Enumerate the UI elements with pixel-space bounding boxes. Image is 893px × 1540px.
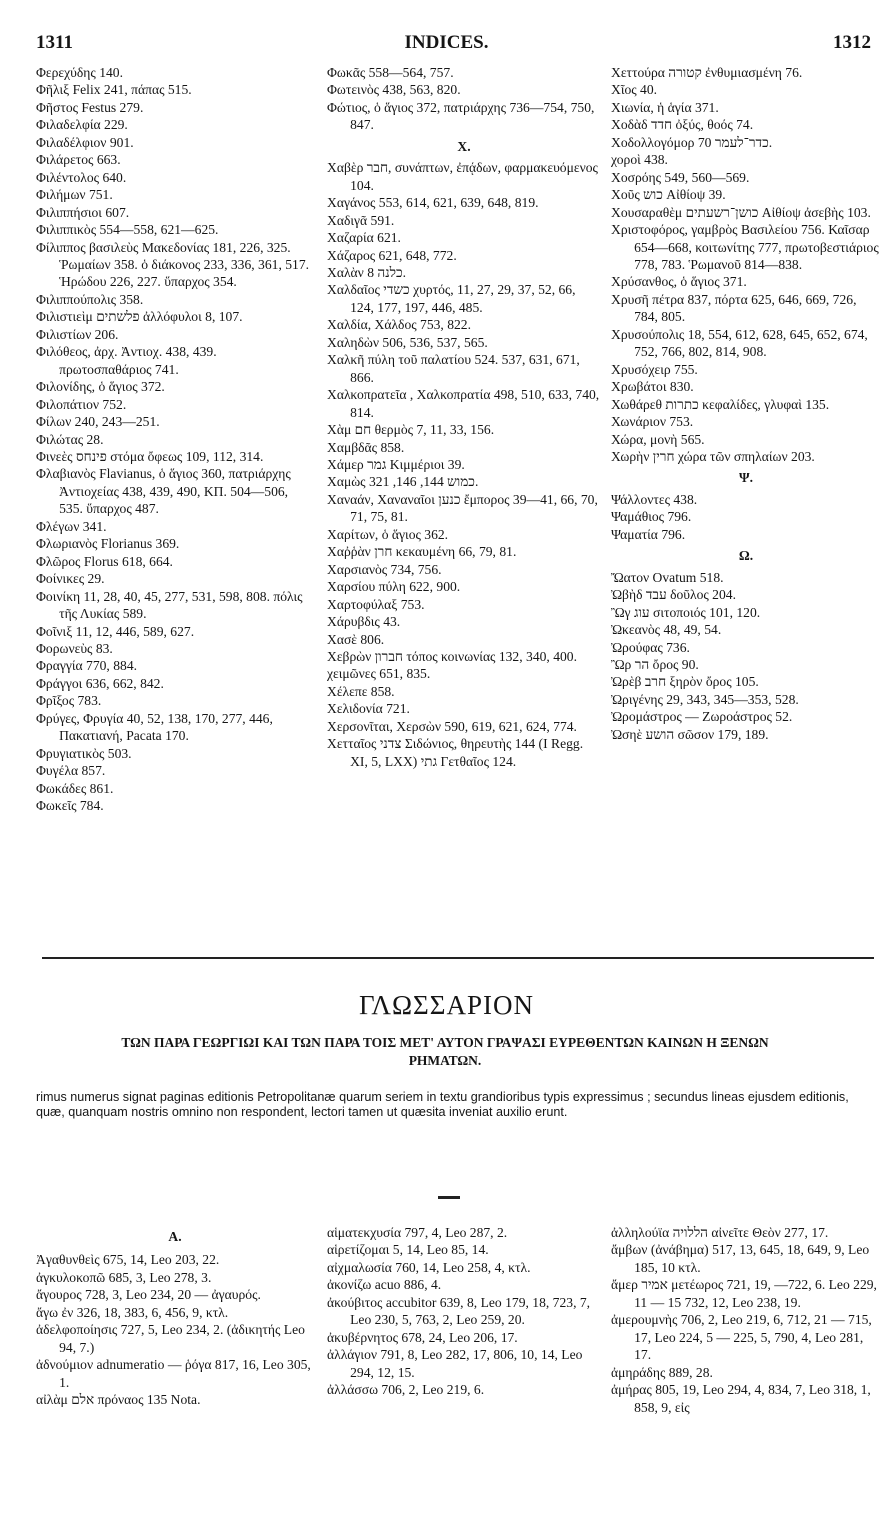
index-entry: Φίλιππος βασιλεὺς Μακεδονίας 181, 226, 325. Ῥωμαίων 358. ὁ διάκονος 233, 336, 361, 517. Ἡρώδου 226, 227. ὕπαρχος 354.	[36, 239, 310, 290]
index-entry: Χάζαρος 621, 648, 772.	[327, 247, 457, 263]
index-entry: Ὢρ הר ὄρος 90.	[611, 656, 699, 672]
index-entry: Χοσρόης 549, 560—569.	[611, 169, 750, 185]
index-entry: Ὠρομάστρος — Ζωροάστρος 52.	[611, 709, 793, 725]
index-entry: Χαμὼς כמוש 144, 146, 321.	[327, 474, 479, 490]
index-entry: Χάρυβδις 43.	[327, 614, 401, 630]
index-entry: Φωκάδες 861.	[36, 780, 114, 796]
index-entry: Φιλιππούπολις 358.	[36, 291, 144, 307]
index-column-3	[611, 64, 881, 743]
index-entry: Φίλων 240, 243—251.	[36, 414, 160, 430]
index-entry: Χρυσούπολις 18, 554, 612, 628, 645, 652, 674, 752, 766, 802, 814, 908.	[611, 326, 868, 360]
section-letter: Ψ.	[739, 470, 753, 486]
index-entry: Φινεὲς פינחס στόμα ὄφεως 109, 112, 314.	[36, 448, 264, 464]
index-entry: Ὠσηὲ הושע σῶσον 179, 189.	[611, 726, 769, 742]
index-entry: Φιλώτας 28.	[36, 431, 104, 447]
index-entry: Φραγγία 770, 884.	[36, 658, 138, 674]
index-entry: ἀγκυλοκοπῶ 685, 3, Leo 278, 3.	[36, 1269, 212, 1285]
index-entry: Χουσαραθὲμ כושן־רשעתים Αἰθίοψ ἀσεβὴς 103.	[611, 204, 871, 220]
index-entry: Χαλκῆ πύλη τοῦ παλατίου 524. 537, 631, 671, 866.	[327, 352, 580, 385]
index-entry: Φράγγοι 636, 662, 842.	[36, 675, 164, 691]
index-entry: Ὠριγένης 29, 343, 345—353, 528.	[611, 691, 799, 707]
index-entry: Χελιδονία 721.	[327, 701, 410, 717]
index-entry: Χαρσίου πύλη 622, 900.	[327, 579, 461, 595]
index-entry: Φοινίκη 11, 28, 40, 45, 277, 531, 598, 808. πόλις τῆς Λυκίας 589.	[36, 588, 303, 622]
index-entry: Χὰμ חם θερμὸς 7, 11, 33, 156.	[327, 422, 495, 438]
index-entry: Χρύσανθος, ὁ ἅγιος 371.	[611, 274, 747, 290]
index-entry: Φρυγιατικὸς 503.	[36, 745, 132, 761]
index-entry: ἀμερουμνὴς 706, 2, Leo 219, 6, 712, 21 — 715, 17, Leo 224, 5 — 225, 5, 790, 4, Leo 281, 17.	[611, 1312, 872, 1363]
index-entry: ἄγω ἐν 326, 18, 383, 6, 456, 9, κτλ.	[36, 1304, 229, 1320]
index-entry: αἱρετίζομαι 5, 14, Leo 85, 14.	[327, 1242, 489, 1258]
index-entry: αἱματεκχυσία 797, 4, Leo 287, 2.	[327, 1225, 508, 1240]
index-entry: Χαρίτων, ὁ ἅγιος 362.	[327, 526, 449, 542]
index-entry: Χαδιγᾶ 591.	[327, 212, 395, 228]
index-entry: Φλαβιανὸς Flavianus, ὁ ἅγιος 360, πατριάρχης Ἀντιοχείας 438, 439, 490, ΚΠ. 504—506, 535. ὕπαρχος 487.	[36, 466, 291, 517]
index-entry: Χαρτοφύλαξ 753.	[327, 596, 425, 612]
glossary-column-1	[36, 1218, 314, 1409]
index-entry: Ψαμάθιος 796.	[611, 509, 692, 525]
index-entry: Φῆστος Festus 279.	[36, 99, 144, 115]
index-entry: Φοίνικες 29.	[36, 571, 105, 587]
index-entry: Χέλεπε 858.	[327, 683, 395, 699]
index-entry: ἀδνούμιον adnumeratio — ῥόγα 817, 16, Leo 305, 1.	[36, 1357, 311, 1390]
index-column-1	[36, 64, 312, 814]
glossary-note: rimus numerus signat paginas editionis Petropolitanæ quarum seriem in textu grandioribus typis expressimus ; secundus lineas ejusdem editionis, quæ, quanquam nostris omnino non respondent, lectori tamen ut quæsita inveniat auxilio erunt.	[36, 1090, 849, 1119]
index-entry: Φιλάρετος 663.	[36, 152, 121, 168]
short-rule	[438, 1196, 460, 1199]
index-entry: Φλωριανὸς Florianus 369.	[36, 536, 180, 552]
running-title: INDICES.	[404, 32, 489, 53]
section-divider	[42, 957, 874, 959]
index-entry: Φωτεινὸς 438, 563, 820.	[327, 82, 461, 98]
glossary-title: ΓΛΩΣΣΑΡΙΟΝ	[358, 990, 534, 1020]
index-entry: Φιλήμων 751.	[36, 187, 113, 203]
index-entry: ἀλλάσσω 706, 2, Leo 219, 6.	[327, 1382, 485, 1398]
index-entry: Χασὲ 806.	[327, 631, 385, 647]
index-entry: Χριστοφόρος, γαμβρὸς Βασιλείου 756. Καῖσαρ 654—668, κοιτωνίτης 777, πρωτοβεστιάριος 778, 783. Ῥωμανοῦ 814—838.	[611, 222, 879, 272]
index-entry: Φιλιστιεὶμ פלשתים ἀλλόφυλοι 8, 107.	[36, 309, 243, 325]
index-entry: Φιλιστίων 206.	[36, 326, 119, 342]
right-page-number: 1312	[833, 32, 871, 53]
index-entry: Φιλιππήσιοι 607.	[36, 204, 130, 220]
index-entry: Χωρὴν חרין χώρα τῶν σπηλαίων 203.	[611, 448, 815, 464]
index-entry: Φιλαδελφία 229.	[36, 117, 128, 133]
index-entry: αἰχμαλωσία 760, 14, Leo 258, 4, κτλ.	[327, 1259, 531, 1275]
index-entry: Χαναάν, Χαναναῖοι כנען ἔμπορος 39—41, 66, 70, 71, 75, 81.	[327, 491, 598, 525]
index-entry: Χαλκοπρατεῖα , Χαλκοπρατία 498, 510, 633, 740, 814.	[327, 387, 600, 420]
index-entry: Φῆλιξ Felix 241, πάπας 515.	[36, 82, 192, 98]
index-entry: ἀδελφοποίησις 727, 5, Leo 234, 2. (ἀδικητής Leo 94, 7.)	[36, 1322, 305, 1355]
glossary-subtitle: ΤΩΝ ΠΑΡΑ ΓΕΩΡΓΙΩΙ ΚΑΙ ΤΩΝ ΠΑΡΑ ΤΟΙΣ ΜΕΤ' ΑΥΤΟΝ ΓΡΑΨΑΣΙ ΕΥΡΕΘΕΝΤΩΝ ΚΑΙΝΩΝ Η ΞΕΝΩΝ ΡΗΜΑΤΩΝ.	[121, 1035, 769, 1068]
index-entry: Ἀγαθυνθεὶς 675, 14, Leo 203, 22.	[36, 1252, 220, 1268]
index-entry: Χαβὲρ חבר, συνάπτων, ἐπᾴδων, φαρμακευόμενος 104.	[327, 160, 598, 193]
index-entry: Φερεχύδης 140.	[36, 65, 123, 80]
index-entry: Φυγέλα 857.	[36, 763, 106, 779]
index-entry: Χαλδαῖος כשדי χυρτός, 11, 27, 29, 37, 52, 66, 124, 177, 197, 446, 485.	[327, 282, 576, 315]
index-entry: Χετταῖος צדני Σιδώνιος, θηρευτὴς 144 (I Regg. XI, 5, LXX) גתי Γετθαῖος 124.	[327, 736, 584, 769]
index-entry: αἰλὰμ אלם πρόναος 135 Nota.	[36, 1392, 201, 1408]
index-column-2	[327, 64, 601, 770]
index-entry: Φωκεῖς 784.	[36, 798, 104, 814]
index-entry: Χρωβάτοι 830.	[611, 379, 694, 395]
section-letter: A.	[168, 1229, 182, 1244]
index-entry: Φοῖνιξ 11, 12, 446, 589, 627.	[36, 623, 195, 639]
index-entry: Χωθάρεθ כתרות κεφαλίδες, γλυφαὶ 135.	[611, 396, 830, 412]
index-entry: Χαγάνος 553, 614, 621, 639, 648, 819.	[327, 195, 539, 211]
index-entry: Ὤατον Ovatum 518.	[611, 569, 724, 585]
index-entry: Φιλιππικὸς 554—558, 621—625.	[36, 222, 219, 238]
index-entry: Χιωνία, ἡ ἁγία 371.	[611, 99, 719, 115]
index-entry: Ὠκεανὸς 48, 49, 54.	[611, 622, 722, 638]
index-entry: ἀλλάγιον 791, 8, Leo 282, 17, 806, 10, 14, Leo 294, 12, 15.	[327, 1347, 583, 1380]
index-entry: Χρυσῆ πέτρα 837, πόρτα 625, 646, 669, 726, 784, 805.	[611, 291, 857, 325]
index-entry: Φορωνεὺς 83.	[36, 640, 113, 656]
index-entry: Χαληδὼν 506, 536, 537, 565.	[327, 334, 488, 350]
index-entry: Χεττούρα קטורה ἐνθυμιασμένη 76.	[611, 65, 803, 80]
section-letter: Χ.	[457, 138, 471, 154]
index-entry: Φιλέντολος 640.	[36, 169, 127, 185]
index-entry: Ὠβὴδ עבד δοῦλος 204.	[611, 587, 736, 603]
index-entry: Χεβρὼν חברון τόπος κοινωνίας 132, 340, 400.	[327, 648, 578, 664]
index-entry: Χοδὰδ חדד ὀξύς, θοός 74.	[611, 117, 754, 133]
left-page-number: 1311	[36, 32, 73, 53]
index-entry: Φωκᾶς 558—564, 757.	[327, 65, 454, 80]
index-entry: Χώρα, μονὴ 565.	[611, 431, 705, 447]
index-entry: Χοδολλογόμορ כדר־לעמר 70.	[611, 134, 773, 150]
index-entry: Φιλονίδης, ὁ ἅγιος 372.	[36, 379, 165, 395]
index-entry: ἀκονίζω acuo 886, 4.	[327, 1277, 442, 1293]
section-letter: Ω.	[738, 548, 754, 564]
index-entry: Φιλοπάτιον 752.	[36, 396, 127, 412]
index-entry: Χωνάριον 753.	[611, 414, 694, 430]
index-entry: Ψάλλοντες 438.	[611, 491, 698, 507]
index-entry: Χάμερ גמר Κιμμέριοι 39.	[327, 456, 465, 472]
index-entry: ἀμηράδης 889, 28.	[611, 1364, 713, 1380]
index-entry: ἄγουρος 728, 3, Leo 234, 20 — ἀγαυρός.	[36, 1287, 261, 1303]
index-entry: Φλῶρος Florus 618, 664.	[36, 553, 173, 569]
index-entry: Ψαματία 796.	[611, 526, 686, 542]
index-entry: ἄμερ אמיר μετέωρος 721, 19, —722, 6. Leo 229, 11 — 15 732, 12, Leo 238, 19.	[611, 1277, 877, 1310]
index-entry: χοροὶ 438.	[611, 152, 668, 168]
index-entry: Χαρσιανὸς 734, 756.	[327, 561, 442, 577]
index-entry: Ὠρὲβ חרב ξηρὸν ὄρος 105.	[611, 674, 759, 690]
index-entry: Φλέγων 341.	[36, 518, 107, 534]
index-entry: Χαμβδᾶς 858.	[327, 439, 405, 455]
glossary-column-2	[327, 1224, 601, 1399]
glossary-column-3	[611, 1224, 881, 1416]
index-entry: Χερσονῖται, Χερσὼν 590, 619, 621, 624, 774.	[327, 718, 577, 734]
index-entry: ἀκούβιτος accubitor 639, 8, Leo 179, 18, 723, 7, Leo 230, 5, 763, 2, Leo 259, 20.	[327, 1294, 591, 1328]
index-entry: Χαζαρία 621.	[327, 230, 401, 246]
index-entry: ἀκυβέρνητος 678, 24, Leo 206, 17.	[327, 1329, 518, 1345]
index-entry: ἀλληλούϊα הללויה αἰνεῖτε Θεὸν 277, 17.	[611, 1225, 829, 1240]
index-entry: Χῖος 40.	[611, 82, 658, 98]
index-entry: Χαλδία, Χάλδος 753, 822.	[327, 317, 472, 333]
index-entry: Ὠρούφας 736.	[611, 639, 690, 655]
index-entry: Φώτιος, ὁ ἅγιος 372, πατριάρχης 736—754, 750, 847.	[327, 99, 595, 133]
index-entry: χειμῶνες 651, 835.	[327, 666, 431, 682]
index-entry: Φιλόθεος, ἀρχ. Ἀντιοχ. 438, 439. πρωτοσπαθάριος 741.	[36, 344, 217, 377]
index-entry: Χρυσόχειρ 755.	[611, 361, 698, 377]
index-entry: ἄμβων (ἀνάβημα) 517, 13, 645, 18, 649, 9, Leo 185, 10 κτλ.	[611, 1242, 870, 1275]
index-entry: Φιλαδέλφιον 901.	[36, 134, 134, 150]
index-entry: Χοῦς כוש Αἰθίοψ 39.	[611, 187, 726, 203]
index-entry: Χαλὰν כלנה 8.	[327, 264, 407, 280]
index-entry: ἀμήρας 805, 19, Leo 294, 4, 834, 7, Leo 318, 1, 858, 9, εἰς	[611, 1382, 871, 1415]
index-entry: Φρύγες, Φρυγία 40, 52, 138, 170, 277, 446, Πακατιανή, Pacata 170.	[36, 710, 273, 744]
index-entry: Φρῖξος 783.	[36, 693, 102, 709]
index-entry: Ὢγ עוג σιτοποιός 101, 120.	[611, 604, 761, 620]
index-entry: Χαῤῥὰν חרן κεκαυμένη 66, 79, 81.	[327, 544, 517, 560]
